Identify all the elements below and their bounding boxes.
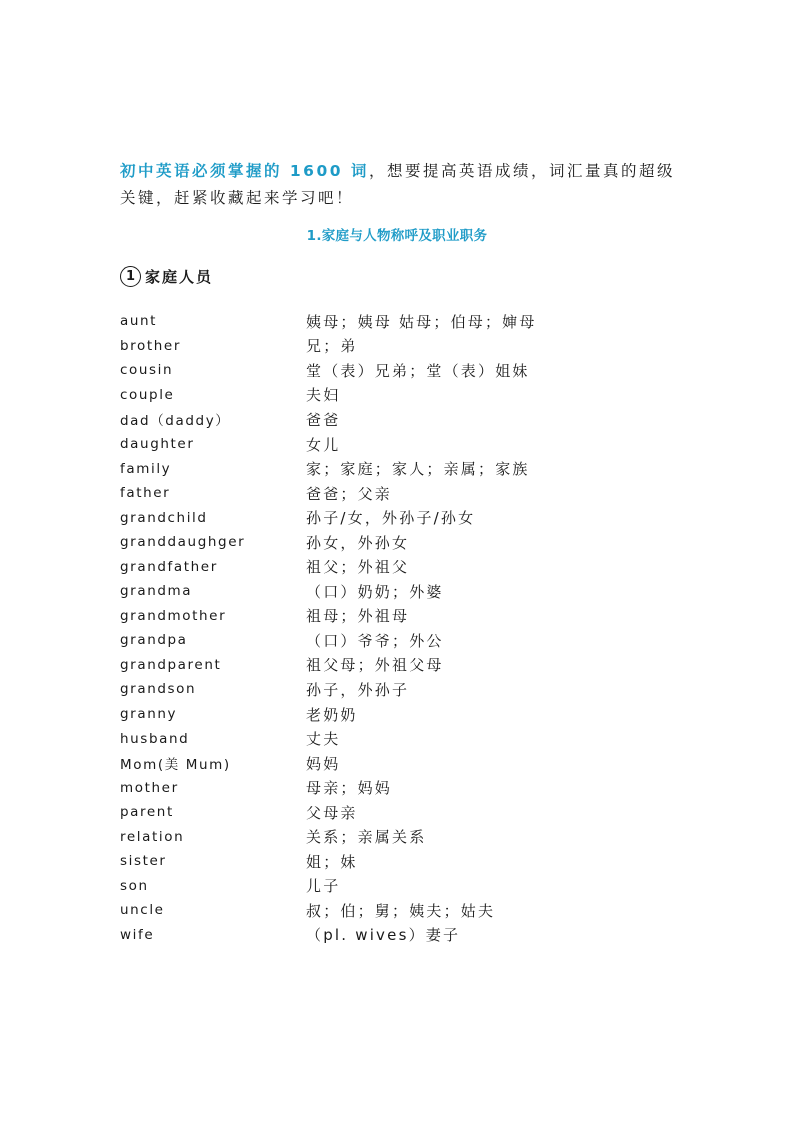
vocab-row: [120, 481, 680, 506]
vocab-meaning: 妈妈: [306, 754, 341, 773]
vocab-row: [120, 653, 680, 678]
vocab-word: aunt: [120, 313, 158, 330]
vocab-word: granddaughger: [120, 534, 246, 551]
vocab-meaning: 堂（表）兄弟；堂（表）姐妹: [306, 361, 530, 380]
vocabulary-list: [120, 309, 680, 947]
vocab-row: [120, 309, 680, 334]
vocab-row: [120, 432, 680, 457]
vocab-word: father: [120, 485, 171, 502]
vocab-meaning: （口）爷爷；外公: [306, 631, 444, 650]
vocab-word: wife: [120, 926, 155, 943]
vocab-word: son: [120, 877, 149, 894]
vocab-row: [120, 702, 680, 727]
vocab-word: uncle: [120, 902, 165, 919]
vocab-row: [120, 824, 680, 849]
vocab-row: [120, 628, 680, 653]
vocab-meaning: 姨母；姨母 姑母；伯母；婶母: [306, 312, 537, 331]
vocab-row: [120, 505, 680, 530]
vocab-meaning: 丈夫: [306, 730, 341, 749]
vocab-row: [120, 358, 680, 383]
vocab-row: [120, 923, 680, 948]
vocab-word: daughter: [120, 436, 195, 452]
vocab-meaning: 父母亲: [306, 803, 358, 822]
vocab-row: [120, 874, 680, 899]
vocab-word: couple: [120, 386, 175, 403]
vocab-word: dad（daddy）: [120, 413, 231, 430]
vocab-row: [120, 579, 680, 604]
vocab-meaning: 孙女，外孙女: [306, 533, 410, 552]
vocab-row: [120, 456, 680, 481]
vocab-meaning: 祖父母；外祖父母: [306, 656, 444, 675]
intro-paragraph: [120, 158, 680, 212]
vocab-word: sister: [120, 853, 167, 870]
vocab-meaning: 儿子: [306, 877, 341, 896]
vocab-word: granny: [120, 706, 178, 723]
vocab-row: [120, 383, 680, 408]
vocab-row: [120, 334, 680, 359]
vocab-meaning: 老奶奶: [306, 705, 358, 724]
vocab-row: [120, 775, 680, 800]
vocab-word: relation: [120, 828, 185, 845]
vocab-word: mother: [120, 779, 179, 796]
vocab-row: [120, 530, 680, 555]
vocab-word: husband: [120, 730, 190, 747]
vocab-word: grandparent: [120, 656, 222, 673]
vocab-word: parent: [120, 804, 174, 821]
vocab-row: [120, 407, 680, 432]
vocab-word: Mom(美 Mum): [120, 757, 231, 774]
vocab-row: [120, 726, 680, 751]
vocab-meaning: 夫妇: [306, 386, 341, 405]
vocab-meaning: 家；家庭；家人；亲属；家族: [306, 460, 530, 479]
vocab-word: grandchild: [120, 509, 208, 526]
vocab-meaning: 孙子，外孙子: [306, 680, 410, 699]
vocab-meaning: （口）奶奶；外婆: [306, 582, 444, 601]
vocab-meaning: 叔；伯；舅；姨夫；姑夫: [306, 901, 496, 920]
vocab-meaning: 关系；亲属关系: [306, 828, 427, 847]
vocab-row: [120, 554, 680, 579]
vocab-word: grandpa: [120, 632, 188, 649]
vocab-word: grandmother: [120, 607, 227, 624]
vocab-meaning: 爸爸；父亲: [306, 484, 393, 503]
section-title: 1.家庭与人物称呼及职业职务: [306, 228, 488, 244]
vocab-meaning: 孙子/女，外孙子/孙女: [306, 509, 476, 528]
vocab-word: grandma: [120, 583, 193, 600]
vocab-row: [120, 800, 680, 825]
vocab-row: [120, 604, 680, 629]
vocab-row: [120, 849, 680, 874]
vocab-meaning: 祖父；外祖父: [306, 558, 410, 577]
intro-text: ，想要提高英语成绩，词汇量真的超级关键，赶紧收藏起来学习吧！: [120, 162, 675, 207]
vocab-meaning: 祖母；外祖母: [306, 607, 410, 626]
vocab-word: cousin: [120, 362, 174, 379]
vocab-meaning: 母亲；妈妈: [306, 779, 393, 798]
vocab-word: family: [120, 460, 172, 477]
intro-highlight: 初中英语必须掌握的 1600 词: [120, 162, 369, 180]
vocab-word: grandson: [120, 681, 197, 698]
vocab-meaning: 姐；妹: [306, 852, 358, 871]
vocab-row: [120, 898, 680, 923]
vocab-word: brother: [120, 337, 181, 354]
vocab-word: grandfather: [120, 558, 218, 575]
vocab-meaning: 女儿: [306, 435, 341, 454]
vocab-meaning: 爸爸: [306, 410, 341, 429]
vocab-row: [120, 677, 680, 702]
subsection-title: 家庭人员: [145, 268, 214, 286]
vocab-row: [120, 751, 680, 776]
subsection-heading: [120, 266, 213, 287]
vocab-meaning: （pl. wives）妻子: [306, 926, 461, 945]
circled-number-icon: 1: [120, 266, 141, 287]
vocab-meaning: 兄；弟: [306, 337, 358, 356]
